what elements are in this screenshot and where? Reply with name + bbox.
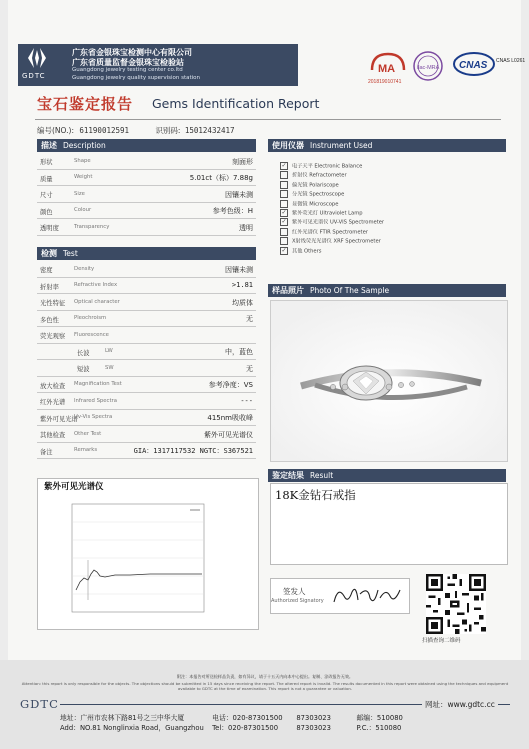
row-label-cn: 其他检查 <box>40 432 66 439</box>
instrument-label: 偏光镜 Polariscope <box>292 182 339 189</box>
instrument-label: 紫外可见光谱仪 UV-VIS Spectrometer <box>292 219 385 226</box>
description-table <box>37 153 256 236</box>
row-value: 刻面形 <box>232 157 253 166</box>
accreditation-badges <box>368 48 526 88</box>
row-value: 参考净度：VS <box>208 381 253 389</box>
row-label-cn: 透明度 <box>40 225 59 232</box>
table-row <box>37 219 256 236</box>
address-en: Add：NO.81 Nonglinxia Road，Guangzhou <box>60 724 204 732</box>
row-label-cn: 形状 <box>40 159 53 166</box>
row-label-cn: 长波 <box>77 349 90 357</box>
description-header <box>37 139 256 152</box>
result-header-en: Result <box>310 471 334 480</box>
table-row <box>37 261 256 278</box>
unchecked-box-icon <box>280 228 288 236</box>
table-row <box>37 377 256 394</box>
gdtc-logo-icon <box>22 46 52 70</box>
footer-address-cn-line <box>60 712 403 722</box>
cnas-number: CNAS L0261 <box>496 58 526 64</box>
row-label-en: Magnification Test <box>74 381 122 387</box>
unchecked-box-icon <box>280 181 288 189</box>
row-label-en: LW <box>105 348 113 354</box>
report-title-en: Gems Identification Report <box>152 96 320 111</box>
logo-abbr: GDTC <box>22 72 46 80</box>
table-row <box>37 170 256 187</box>
cma-badge-icon <box>368 54 404 85</box>
row-label-en: Shape <box>74 157 91 164</box>
instruments-header-en: Instrument Used <box>310 141 373 150</box>
report-code-value: 15012432417 <box>184 126 235 135</box>
report-no-value: 61190012591 <box>79 126 130 135</box>
row-label-en: Remarks <box>74 447 98 453</box>
signatory-label-cn: 签发人 <box>283 587 306 596</box>
row-value: --- <box>240 396 253 405</box>
row-value: 中，蓝色 <box>225 348 253 356</box>
description-header-en: Description <box>63 141 106 150</box>
instrument-label: X射线荧光光谱仪 XRF Spectrometer <box>292 238 381 245</box>
row-label-en: Transparency <box>74 223 110 230</box>
table-row <box>37 443 256 460</box>
instrument-item <box>280 237 505 246</box>
signatory-label-en: Authorized Signatory <box>271 598 324 604</box>
table-row <box>37 278 256 295</box>
unchecked-box-icon <box>280 190 288 198</box>
instrument-label: 分光镜 Spectroscope <box>292 191 345 198</box>
instrument-item <box>280 209 505 218</box>
row-label-en: Weight <box>74 174 93 180</box>
row-label-cn: 尺寸 <box>40 192 53 199</box>
unchecked-box-icon <box>280 237 288 245</box>
tel-cn: 电话：020-87301500 <box>212 714 283 722</box>
report-code-label: 识别码: <box>155 126 181 135</box>
row-label-cn: 短波 <box>77 366 90 373</box>
table-row <box>37 203 256 220</box>
footer-note-en: Attention: this report is only responsible for the objects. The objections should be submitted in 15 days since receiving the report. The altered report is invalid. The results documented in this report were obtained using the techniques and equipment available to GDTC at the time of examination. This report is not a guarantee or valuation. <box>21 681 509 691</box>
row-value: 均质体 <box>232 298 253 307</box>
table-row <box>37 311 256 328</box>
instrument-list <box>280 162 505 256</box>
checked-box-icon: ✓ <box>281 162 287 169</box>
sample-header-en: Photo Of The Sample <box>310 286 390 295</box>
row-label-en: Pleochroism <box>74 315 107 321</box>
instrument-item <box>280 200 505 209</box>
sample-header-cn: 样品照片 <box>272 286 304 295</box>
footer-website[interactable] <box>422 699 498 710</box>
row-label-cn: 红外光谱 <box>40 399 66 406</box>
row-value: 415nm吸收峰 <box>207 414 253 422</box>
footer-address-en-line <box>60 722 401 732</box>
sample-header <box>268 284 506 297</box>
report-no-label: 编号(NO.): <box>37 126 74 135</box>
instrument-item <box>280 190 505 199</box>
instruments-header <box>268 139 506 152</box>
row-label-cn: 光性特征 <box>40 300 66 307</box>
result-header-cn: 鉴定结果 <box>272 471 304 480</box>
row-value: 无 <box>246 315 253 323</box>
table-row <box>37 393 256 410</box>
instrument-label: 显微镜 Microscope <box>292 201 339 208</box>
ilac-text: ilac-MRA <box>417 65 440 71</box>
unchecked-box-icon <box>280 171 288 179</box>
row-label-en: Size <box>74 190 85 197</box>
footer-website-label: 网址： <box>425 700 448 709</box>
diamond-ring-photo <box>271 301 507 461</box>
checked-box-icon: ✓ <box>281 246 287 254</box>
row-label-en: Uv-Vis Spectra <box>74 414 113 420</box>
table-row <box>37 186 256 203</box>
signature-image <box>330 582 405 610</box>
footer-logo: GDTC <box>20 697 59 711</box>
qr-caption: 扫描查询二维码 <box>422 638 461 644</box>
test-header-cn: 检测 <box>41 249 57 258</box>
table-row <box>37 360 256 377</box>
row-value: 紫外可见光谱仪 <box>204 430 253 439</box>
report-id-line <box>37 125 235 136</box>
description-header-cn: 描述 <box>41 141 57 150</box>
instrument-item <box>280 171 505 180</box>
row-label-en: Density <box>74 265 95 272</box>
row-label-en: Refractive Index <box>74 282 118 288</box>
cma-number: 201819010741 <box>368 79 402 85</box>
row-value: 因镶未测 <box>225 265 253 274</box>
unchecked-box-icon <box>280 200 288 208</box>
tel-en: Tel：020-87301500 <box>212 724 279 732</box>
ilac-badge-icon <box>414 52 442 80</box>
row-label-cn: 放大检查 <box>40 382 66 390</box>
instrument-item <box>280 218 505 227</box>
org-name-en-1: Guangdong jewelry testing center co.ltd <box>72 67 183 73</box>
test-header <box>37 247 256 260</box>
qr-code-icon[interactable] <box>426 574 486 634</box>
test-table <box>37 261 256 459</box>
instrument-label: 其他 Others <box>292 248 322 255</box>
tel2-en: 87303023 <box>296 724 331 732</box>
row-value: >1.81 <box>231 281 253 289</box>
instrument-label: 紫外荧光灯 Ultraviolet Lamp <box>292 210 363 217</box>
row-label-en: Other Test <box>74 430 102 437</box>
result-value: 18K金钻石戒指 <box>275 488 356 502</box>
instruments-header-cn: 使用仪器 <box>272 141 304 150</box>
result-header <box>268 469 506 482</box>
row-label-cn: 荧光观察 <box>40 333 66 340</box>
row-value: 无 <box>246 364 253 373</box>
row-label-cn: 质量 <box>40 175 53 183</box>
checked-box-icon: ✓ <box>281 218 287 226</box>
cnas-number-badge <box>496 58 525 64</box>
row-label-cn: 备注 <box>40 448 53 456</box>
row-label-cn: 多色性 <box>40 316 59 324</box>
sample-photo-frame <box>270 300 508 462</box>
instrument-label: 红外光谱仪 FTIR Spectrometer <box>292 229 368 236</box>
table-row <box>37 153 256 170</box>
address-cn: 地址：广州市农林下路81号之三中华大厦 <box>60 714 185 722</box>
row-label-en: SW <box>105 364 114 371</box>
footer-note-cn: 附注：本报告对所送检样品负责，如有异议，请于十五天内向本中心提出。复制、涂改报告无效。 <box>176 674 354 679</box>
row-label-en: Fluorescence <box>74 331 109 338</box>
instrument-label: 折射仪 Refractometer <box>292 172 347 179</box>
row-value: 透明 <box>239 223 253 232</box>
row-label-cn: 折射率 <box>40 283 59 291</box>
org-name-en-2: Guangdong jewelry quality supervision station <box>72 75 201 81</box>
row-value: GIA：1317117532 NGTC：S367521 <box>133 447 253 455</box>
table-row <box>37 344 256 361</box>
title-divider <box>35 119 501 120</box>
row-label-en: Optical character <box>74 298 120 305</box>
cma-text: MA <box>378 63 396 75</box>
footer-website-url[interactable]: www.gdtc.cc <box>447 700 495 709</box>
table-row <box>37 426 256 443</box>
row-label-en: Colour <box>74 207 92 213</box>
cnas-badge-icon <box>454 53 494 75</box>
instrument-item <box>280 162 505 171</box>
test-header-en: Test <box>63 249 78 258</box>
table-row <box>37 410 256 427</box>
report-title-cn: 宝石鉴定报告 <box>37 95 134 113</box>
row-value: 参考色级：H <box>212 207 253 215</box>
org-name-cn-2: 广东省质量监督金银珠宝检验站 <box>72 58 184 67</box>
instrument-item <box>280 181 505 190</box>
table-row <box>37 327 256 344</box>
row-label-cn: 密度 <box>40 267 53 274</box>
instrument-label: 电子天平 Electronic Balance <box>292 163 363 170</box>
tel2-cn: 87303023 <box>296 714 331 722</box>
cnas-text: CNAS <box>459 60 488 71</box>
row-label-cn: 颜色 <box>40 208 53 216</box>
row-label-cn: 紫外可见光谱 <box>40 415 78 423</box>
spectrum-title: 紫外可见光谱仪 <box>44 482 104 492</box>
table-row <box>37 294 256 311</box>
spectrum-plot <box>60 500 210 620</box>
checked-box-icon: ✓ <box>281 208 287 216</box>
postcode-en: P.C.：510080 <box>356 724 402 732</box>
org-name-cn-1: 广东省金银珠宝检测中心有限公司 <box>72 48 192 57</box>
instrument-item <box>280 228 505 237</box>
row-label-en: Infrared Spectra <box>74 397 117 404</box>
row-value: 因镶未测 <box>225 190 253 199</box>
postcode-cn: 邮编：510080 <box>356 714 403 722</box>
row-value: 5.01ct（标）7.88g <box>189 174 253 182</box>
instrument-item <box>280 247 505 256</box>
